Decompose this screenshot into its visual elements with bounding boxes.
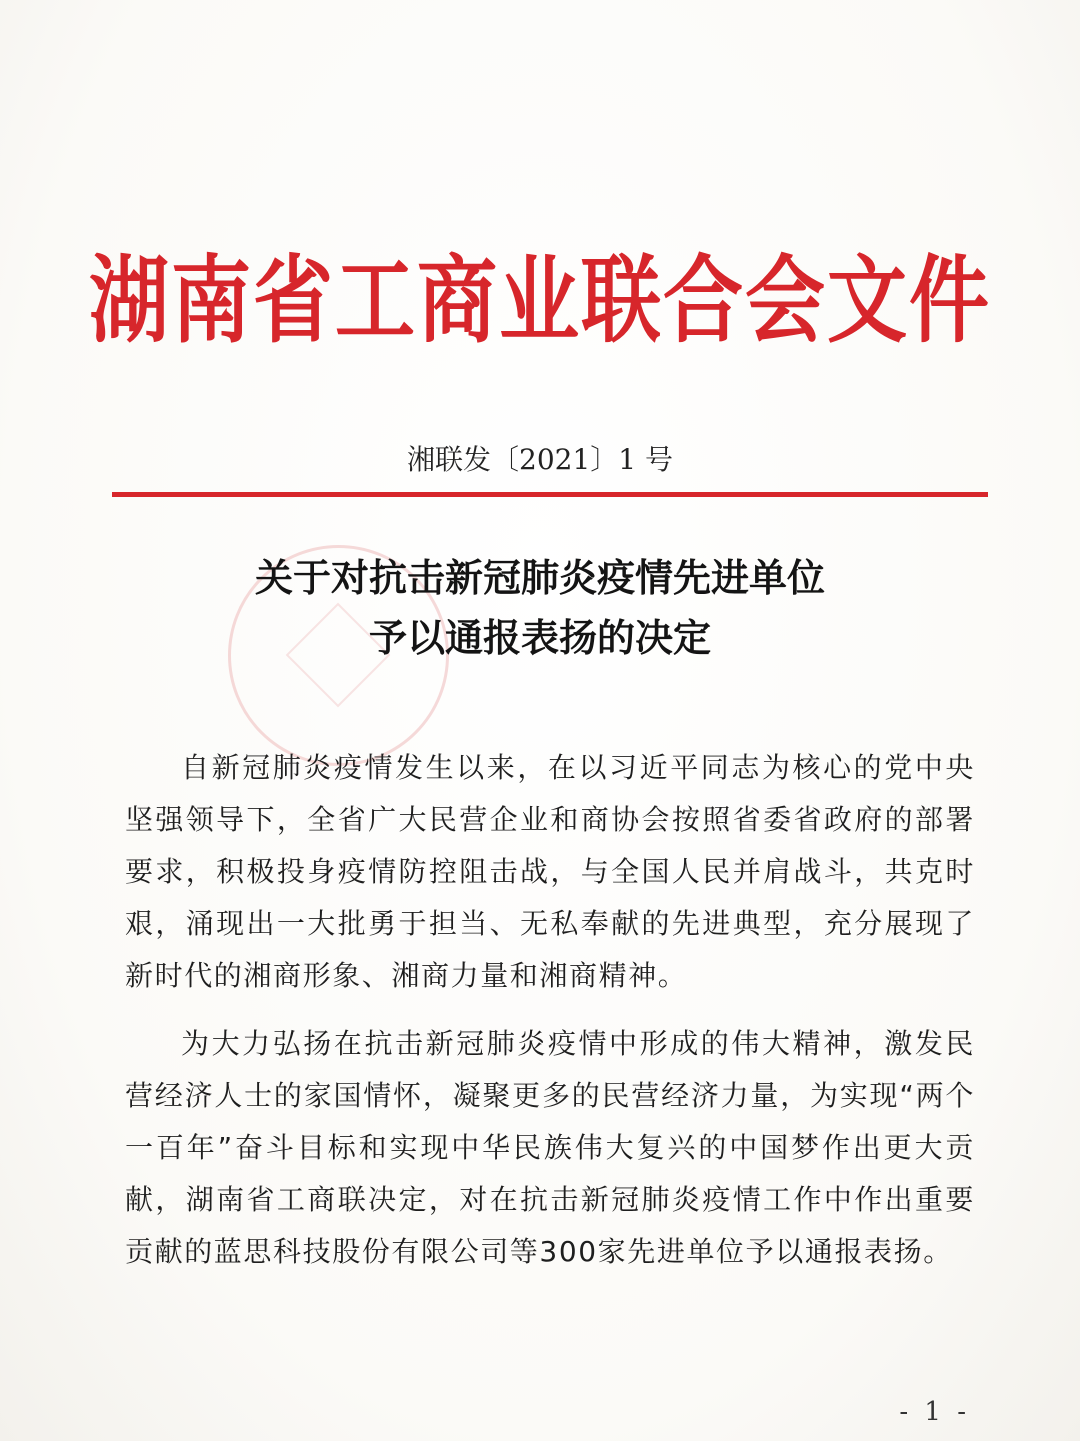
page-number: - 1 -: [899, 1397, 970, 1427]
document-number: 湘联发〔2021〕1 号: [407, 443, 673, 476]
document-body: [125, 742, 975, 1294]
subject-line-1: 关于对抗击新冠肺炎疫情先进单位: [254, 555, 825, 600]
red-divider-line: [112, 492, 988, 497]
subject-line-2: 予以通报表扬的决定: [368, 615, 711, 660]
issuer-header: 湖南省工商业联合会文件: [89, 244, 991, 356]
document-subject: [0, 548, 1080, 668]
body-paragraph-1: 自新冠肺炎疫情发生以来，在以习近平同志为核心的党中央坚强领导下，全省广大民营企业和商协会按照省委省政府的部署要求，积极投身疫情防控阻击战，与全国人民并肩战斗，共克时艰，涌现出一大批勇于担当、无私奉献的先进典型，充分展现了新时代的湘商形象、湘商力量和湘商精神。: [125, 751, 975, 992]
body-paragraph-2: 为大力弘扬在抗击新冠肺炎疫情中形成的伟大精神，激发民营经济人士的家国情怀，凝聚更多的民营经济力量，为实现“两个一百年”奋斗目标和实现中华民族伟大复兴的中国梦作出更大贡献，湖南省工商联决定，对在抗击新冠肺炎疫情工作中作出重要贡献的蓝思科技股份有限公司等300家先进单位予以通报表扬。: [125, 1027, 975, 1268]
